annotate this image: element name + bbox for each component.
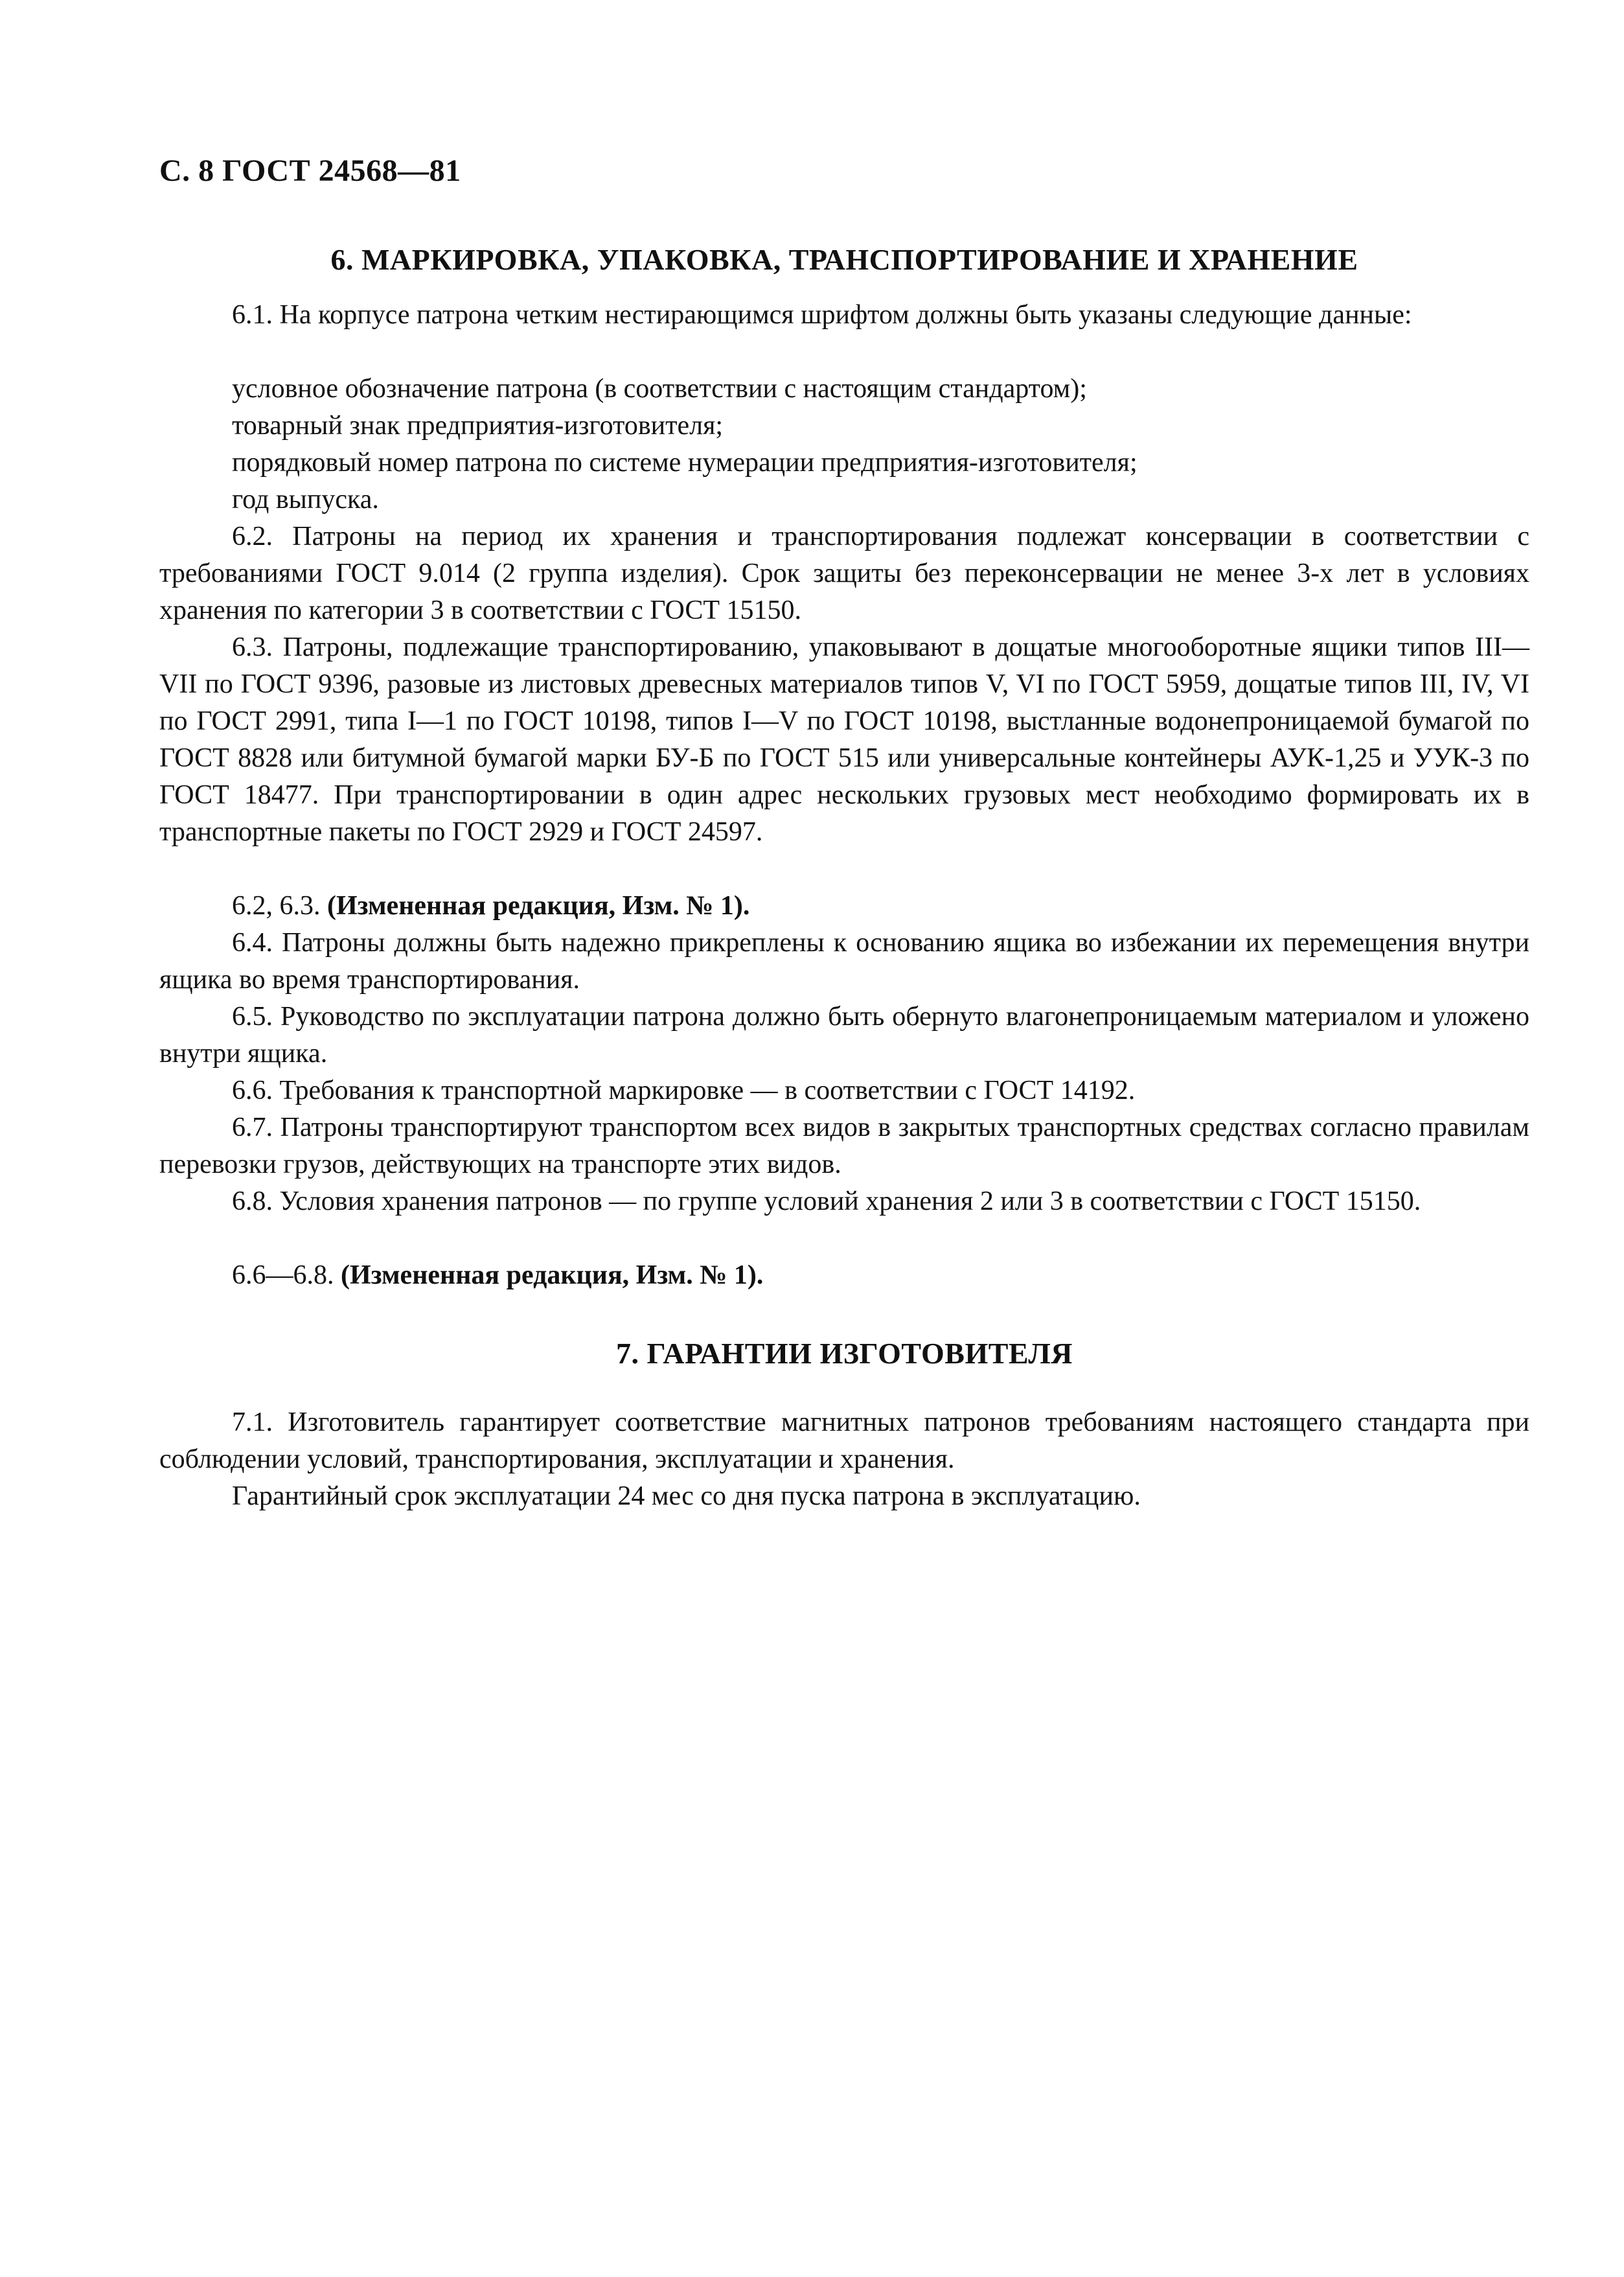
section-6-title: 6. МАРКИРОВКА, УПАКОВКА, ТРАНСПОРТИРОВАНИЕ И ХРАНЕНИЕ <box>330 243 1358 276</box>
list-item: год выпуска. <box>232 485 379 514</box>
paragraph-6-7: 6.7. Патроны транспортируют транспортом всех видов в закрытых транспортных средствах согласно правилам перевозки грузов, действующих на транспорте этих видов. <box>159 1113 1529 1179</box>
paragraph-6-1: 6.1. На корпусе патрона четким нестирающимся шрифтом должны быть указаны следующие данные: <box>232 300 1412 330</box>
amendment-note-6-6-6-8 <box>159 1257 1529 1294</box>
amendment-note-6-2-6-3 <box>159 888 1529 925</box>
list-item: условное обозначение патрона (в соответствии с настоящим стандартом); <box>232 374 1087 404</box>
paragraph-6-2: 6.2. Патроны на период их хранения и транспортирования подлежат консервации в соответствии с требованиями ГОСТ 9.014 (2 группа изделия). Срок защиты без переконсервации не менее 3-х лет в условиях хранения по категории 3 в соответствии с ГОСТ 15150. <box>159 522 1529 625</box>
paragraph-7-1: 7.1. Изготовитель гарантирует соответствие магнитных патронов требованиям настоящего стандарта при соблюдении условий, транспортирования, эксплуатации и хранения. <box>159 1407 1529 1474</box>
note-bold: (Измененная редакция, Изм. № 1). <box>327 891 750 921</box>
list-item: товарный знак предприятия-изготовителя; <box>232 411 724 441</box>
paragraph-6-6: 6.6. Требования к транспортной маркировке — в соответствии с ГОСТ 14192. <box>232 1076 1136 1105</box>
page-header: С. 8 ГОСТ 24568—81 <box>159 154 461 188</box>
list-item: порядковый номер патрона по системе нумерации предприятия-изготовителя; <box>232 448 1138 478</box>
paragraph-7-2: Гарантийный срок эксплуатации 24 мес со дня пуска патрона в эксплуатацию. <box>232 1481 1141 1511</box>
paragraph-6-8: 6.8. Условия хранения патронов — по группе условий хранения 2 или 3 в соответствии с ГОСТ 15150. <box>232 1186 1421 1216</box>
section-7-title: 7. ГАРАНТИИ ИЗГОТОВИТЕЛЯ <box>616 1337 1073 1370</box>
paragraph-6-4: 6.4. Патроны должны быть надежно прикреплены к основанию ящика во избежании их перемещения внутри ящика во время транспортирования. <box>159 928 1529 995</box>
note-prefix: 6.6—6.8. <box>232 1260 341 1290</box>
paragraph-6-5: 6.5. Руководство по эксплуатации патрона должно быть обернуто влагонепроницаемым материалом и уложено внутри ящика. <box>159 1002 1529 1069</box>
note-prefix: 6.2, 6.3. <box>232 891 327 921</box>
note-bold: (Измененная редакция, Изм. № 1). <box>341 1260 764 1290</box>
paragraph-6-3: 6.3. Патроны, подлежащие транспортированию, упаковывают в дощатые многооборотные ящики типов III—VII по ГОСТ 9396, разовые из листовых древесных материалов типов V, VI по ГОСТ 5959, дощатые типов III, IV, VI по ГОСТ 2991, типа I—1 по ГОСТ 10198, типов I—V по ГОСТ 10198, выстланные водонепроницаемой бумагой по ГОСТ 8828 или битумной бумагой марки БУ-Б по ГОСТ 515 или универсальные контейнеры АУК-1,25 и УУК-3 по ГОСТ 18477. При транспортировании в один адрес нескольких грузовых мест необходимо формировать их в транспортные пакеты по ГОСТ 2929 и ГОСТ 24597. <box>159 632 1529 847</box>
